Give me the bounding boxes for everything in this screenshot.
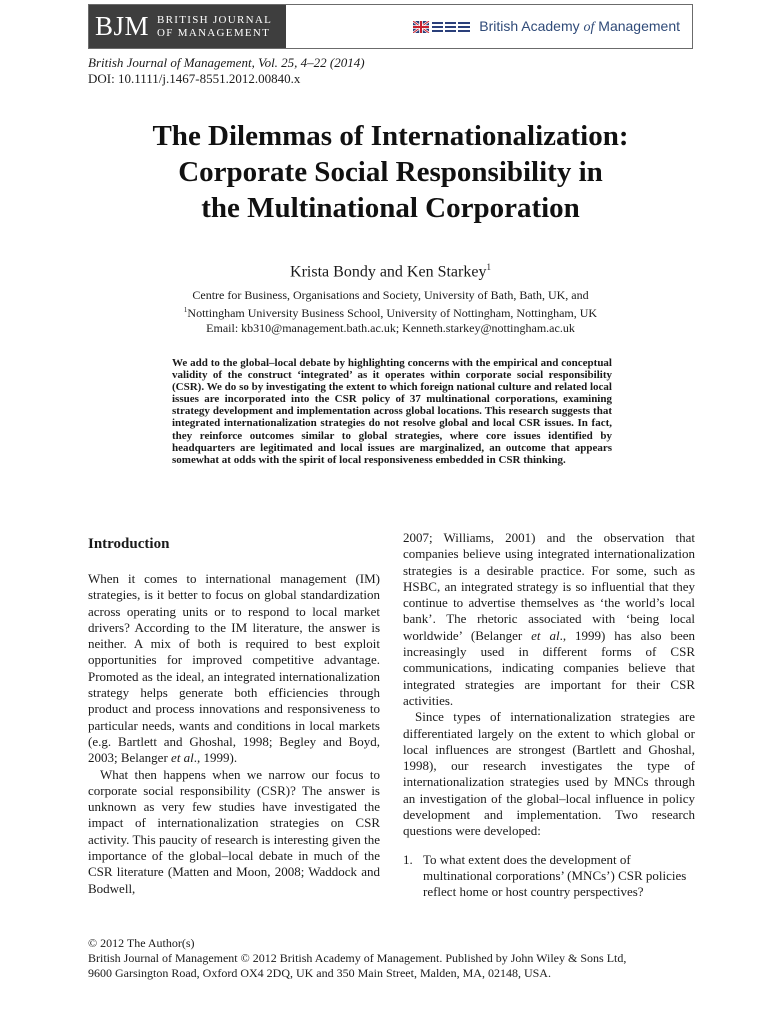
- paragraph: 2007; Williams, 2001) and the observation that companies believe using integrated internationalization strategies is a desirable practice. For some, such as HSBC, an integrated strategy is so influential that they continue to advertise themselves as ‘the world’s local bank’. The rhetoric associated with ‘being local worldwide’ (Belanger et al., 1999) has also been increasingly used in different forms of CSR communications, indicating companies believe that integrated strategies are important for their CSR activities.: [403, 530, 696, 708]
- paragraph: Since types of internationalization strategies are differentiated largely on the extent to which global or local influences are strongest (Bartlett and Ghoshal, 1998), our research investigates the type of internationalization strategies used by MNCs through an investigation of the global–local influence in policy development and implementation. Two research questions were developed:: [403, 709, 695, 839]
- paragraph: When it comes to international management (IM) strategies, is it better to focus on global standardization across operating units or to respond to local market drivers? According to the IM literature, the answer is neither. A mix of both is required to best exploit opportunities for improved competitive advantage. Promoted as the ideal, an integrated internationalization strategy helps generate both efficiencies through product and process innovations and responsiveness to particular needs, wants and conditions in local markets (e.g. Bartlett and Ghoshal, 1998; Begley and Boyd, 2003; Belanger et al., 1999).: [88, 571, 380, 766]
- journal-masthead: [88, 4, 693, 49]
- title-line: the Multinational Corporation: [201, 192, 580, 224]
- affiliations: [88, 288, 693, 336]
- article-title: [88, 118, 693, 226]
- author-names: Krista Bondy and Ken Starkey: [290, 263, 487, 281]
- copyright-footer: [88, 936, 693, 981]
- publisher-line: British Journal of Management © 2012 British Academy of Management. Published by John Wiley & Sons Ltd,: [88, 951, 627, 965]
- right-column: [403, 530, 695, 901]
- journal-citation: British Journal of Management, Vol. 25, 4–22 (2014): [88, 55, 365, 70]
- journal-full-name: BRITISH JOURNAL OF MANAGEMENT: [157, 13, 273, 39]
- affiliation-line: $^1$Nottingham University Business School, University of Nottingham, Nottingham, UK: [183, 306, 598, 320]
- doi: DOI: 10.1111/j.1467-8551.2012.00840.x: [88, 71, 301, 86]
- citation: [88, 55, 365, 87]
- left-column: [88, 530, 380, 897]
- question-text: To what extent does the development of multinational corporations’ (MNCs’) CSR policies reflect home or host country perspectives?: [423, 851, 687, 900]
- question-number: 1.: [403, 851, 413, 867]
- academy-logo: [286, 5, 692, 48]
- paragraph: What then happens when we narrow our focus to corporate social responsibility (CSR)? The answer is unknown as very few studies have investigated the impact of internationalization strategies on CSR activity. This paucity of research is interesting given the importance of the global–local debate in much of the CSR literature (Matten and Moon, 2008; Waddock and Bodwell,: [88, 766, 380, 896]
- title-line: The Dilemmas of Internationalization:: [152, 120, 629, 152]
- abstract: We add to the global–local debate by highlighting concerns with the empirical and conceptual validity of the construct ‘integrated’ as it operates within corporate social responsibility (CSR). We do so by investigating the extent to which foreign national culture and related local issues are incorporated into the CSR policy of 37 multinational corporations, examining strategy development and implementation across global locations. This research suggests that integrated internationalization strategies do not resolve global and local CSR issues. In fact, they reinforce outcomes similar to global strategies, where core issues identified by headquarters are legitimated and local issues are marginalized, an outcome that appears somewhat at odds with the spirit of local responsiveness embedded in CSR thinking.: [172, 357, 612, 466]
- publisher-address: 9600 Garsington Road, Oxford OX4 2DQ, UK and 350 Main Street, Malden, MA, 02148, USA.: [88, 966, 551, 980]
- author-emails: Email: kb310@management.bath.ac.uk; Kenneth.starkey@nottingham.ac.uk: [206, 321, 575, 335]
- journal-abbreviation: BJM: [95, 11, 150, 41]
- copyright-line: © 2012 The Author(s): [88, 936, 195, 950]
- section-heading: Introduction: [88, 536, 170, 552]
- research-question: [403, 852, 695, 901]
- author-footnote-mark: 1: [486, 262, 491, 272]
- academy-name: British Academy of Management: [479, 17, 680, 35]
- journal-logo: [89, 5, 286, 48]
- research-questions: [403, 852, 695, 901]
- union-flag-icon: [413, 21, 471, 33]
- title-line: Corporate Social Responsibility in: [178, 156, 603, 188]
- affiliation-line: Centre for Business, Organisations and Society, University of Bath, Bath, UK, and: [192, 288, 589, 302]
- authors: [88, 262, 693, 281]
